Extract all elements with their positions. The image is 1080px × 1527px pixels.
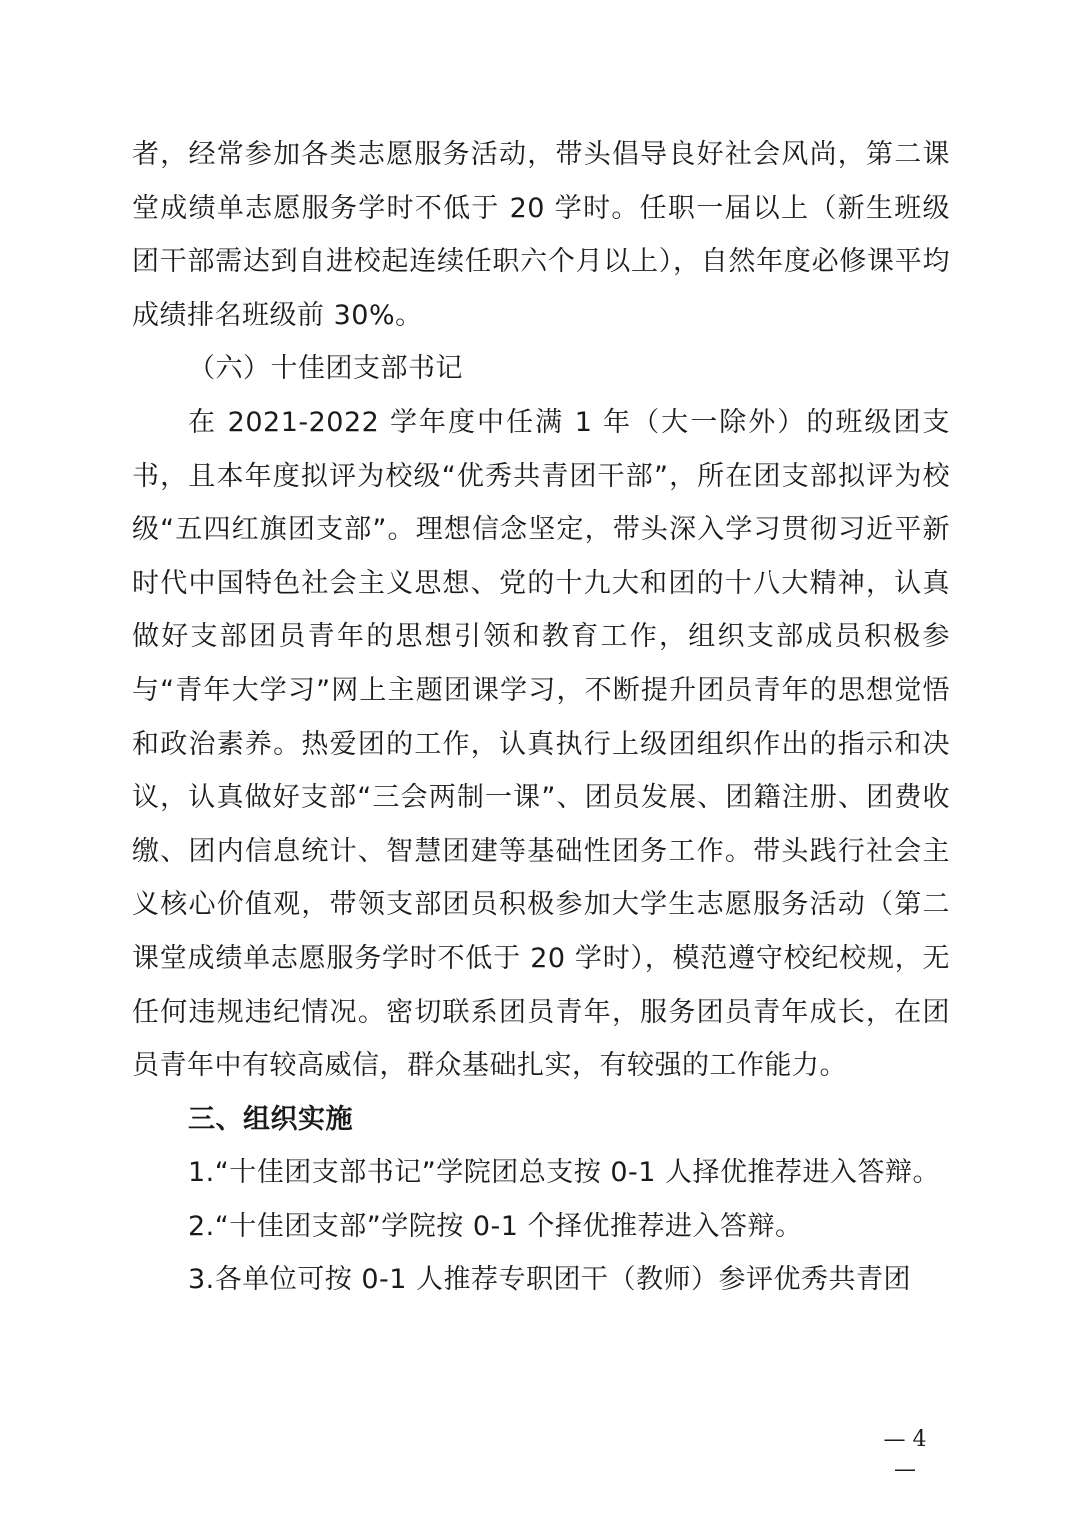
paragraph-item-1: 1.“十佳团支部书记”学院团总支按 0-1 人择优推荐进入答辩。 xyxy=(188,1157,940,1189)
document-body xyxy=(132,128,950,1307)
page-number: — 4 — xyxy=(883,1427,927,1482)
paragraph-continuation: 者，经常参加各类志愿服务活动，带头倡导良好社会风尚，第二课堂成绩单志愿服务学时不低于 20 学时。任职一届以上（新生班级团干部需达到自进校起连续任职六个月以上），自然年度必修课平均成绩排名班级前 30%。 xyxy=(132,139,950,331)
subheading-top-ten-branch-secretary: （六）十佳团支部书记 xyxy=(188,353,463,385)
paragraph-item-3: 3.各单位可按 0-1 人推荐专职团干（教师）参评优秀共青团 xyxy=(188,1264,912,1296)
paragraph-secretary-criteria: 在 2021-2022 学年度中任满 1 年（大一除外）的班级团支书，且本年度拟评为校级“优秀共青团干部”，所在团支部拟评为校级“五四红旗团支部”。理想信念坚定，带头深入学习贯彻习近平新时代中国特色社会主义思想、党的十九大和团的十八大精神，认真做好支部团员青年的思想引领和教育工作，组织支部成员积极参与“青年大学习”网上主题团课学习，不断提升团员青年的思想觉悟和政治素养。热爱团的工作，认真执行上级团组织作出的指示和决议，认真做好支部“三会两制一课”、团员发展、团籍注册、团费收缴、团内信息统计、智慧团建等基础性团务工作。带头践行社会主义核心价值观，带领支部团员积极参加大学生志愿服务活动（第二课堂成绩单志愿服务学时不低于 20 学时），模范遵守校纪校规，无任何违规违纪情况。密切联系团员青年，服务团员青年成长，在团员青年中有较高威信，群众基础扎实，有较强的工作能力。 xyxy=(132,406,950,1082)
heading-organization-implementation: 三、组织实施 xyxy=(188,1103,353,1135)
paragraph-item-2: 2.“十佳团支部”学院按 0-1 个择优推荐进入答辩。 xyxy=(188,1210,803,1242)
